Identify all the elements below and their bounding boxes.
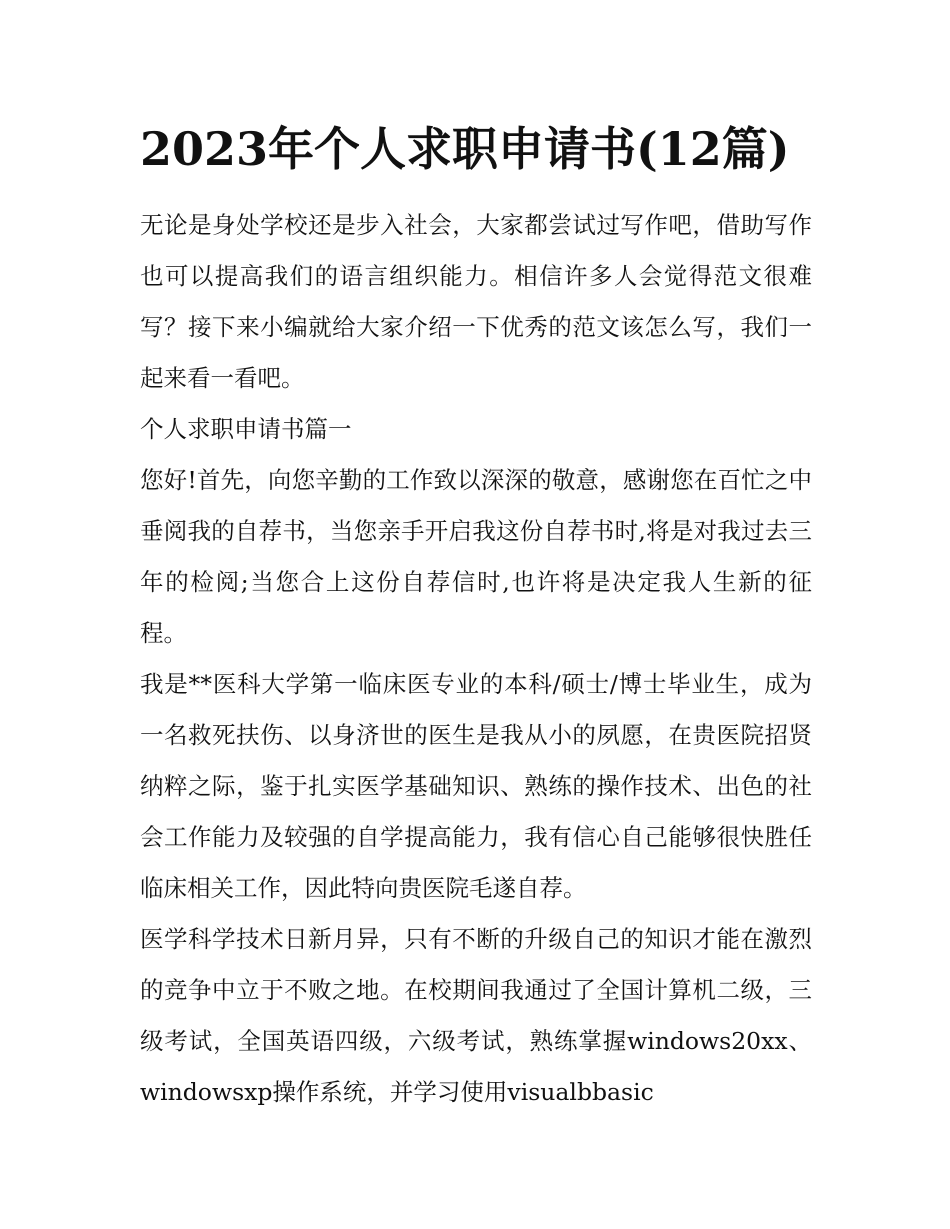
greeting-paragraph: 您好!首先，向您辛勤的工作致以深深的敬意，感谢您在百忙之中垂阅我的自荐书，当您亲手开启我这份自荐书时,将是对我过去三年的检阅;当您合上这份自荐信时,也许将是决定我人生新的征程。	[140, 466, 812, 647]
intro-paragraph: 无论是身处学校还是步入社会，大家都尝试过写作吧，借助写作也可以提高我们的语言组织能力。相信许多人会觉得范文很难写？接下来小编就给大家介绍一下优秀的范文该怎么写，我们一起来看一看吧。	[140, 211, 812, 392]
self-introduction-paragraph: 我是**医科大学第一临床医专业的本科/硕士/博士毕业生，成为一名救死扶伤、以身济世的医生是我从小的夙愿，在贵医院招贤纳粹之际，鉴于扎实医学基础知识、熟练的操作技术、出色的社会工作能力及较强的自学提高能力，我有信心自己能够很快胜任临床相关工作，因此特向贵医院毛遂自荐。	[140, 670, 812, 902]
document-page	[140, 118, 812, 1118]
section-heading: 个人求职申请书篇一	[140, 415, 352, 443]
document-body	[140, 200, 812, 1118]
document-title: 2023年个人求职申请书(12篇)	[140, 122, 790, 176]
skills-paragraph: 医学科学技术日新月异，只有不断的升级自己的知识才能在激烈的竞争中立于不败之地。在校期间我通过了全国计算机二级，三级考试，全国英语四级，六级考试，熟练掌握windows20xx、windowsxp操作系统，并学习使用visualbbasic	[140, 925, 812, 1106]
